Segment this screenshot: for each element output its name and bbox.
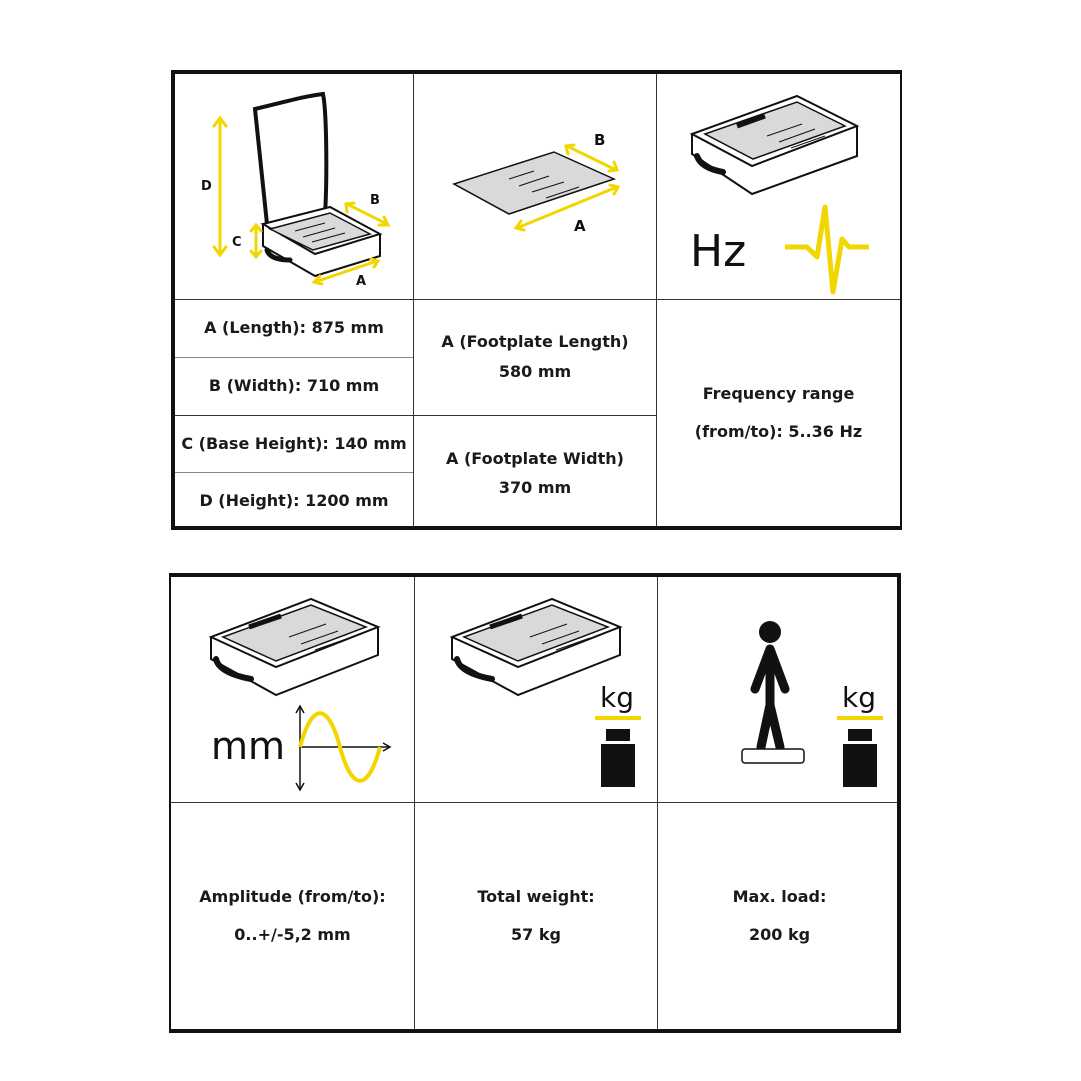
max-load-value: 200 kg [748, 925, 811, 944]
weight-icon-2 [843, 729, 877, 787]
letter-d: D [201, 179, 212, 194]
footplate-letter-b: B [594, 131, 606, 149]
row-divider-main [171, 802, 897, 803]
length-label: A (Length): 875 mm [204, 318, 384, 337]
letter-c: C [232, 235, 242, 250]
letter-b: B [370, 193, 380, 208]
width-label: B (Width): 710 mm [208, 376, 380, 395]
max-load-illustration [658, 577, 901, 802]
footplate-illustration [414, 74, 656, 299]
specs-table [169, 573, 901, 1033]
frequency-wave-icon [785, 207, 869, 292]
kg-label-2: kg [842, 681, 876, 714]
total-weight-value: 57 kg [511, 925, 561, 944]
base-height-label: C (Base Height): 140 mm [181, 434, 407, 453]
mm-label: mm [211, 724, 286, 768]
amplitude-value: 0..+/-5,2 mm [234, 925, 351, 944]
row-divider-sub-1 [175, 357, 413, 358]
amplitude-illustration [171, 577, 414, 802]
footplate-length-value: 580 mm [498, 362, 572, 381]
height-label: D (Height): 1200 mm [199, 491, 389, 510]
dimensions-table [171, 70, 902, 530]
footplate-letter-a: A [574, 217, 586, 235]
row-divider-sub-2 [175, 472, 413, 473]
kg-label-1: kg [600, 681, 634, 714]
person-icon [755, 621, 785, 747]
hz-label: Hz [690, 226, 747, 277]
max-load-label: Max. load: [732, 887, 827, 906]
frequency-range-value: (from/to): 5..36 Hz [694, 422, 863, 441]
footplate-width-value: 370 mm [498, 478, 572, 497]
row-divider-mid [175, 415, 657, 416]
total-weight-label: Total weight: [477, 887, 595, 906]
frequency-illustration [657, 74, 900, 299]
device-dimensions-illustration [175, 74, 413, 299]
frequency-range-label: Frequency range [702, 384, 855, 403]
row-divider-main [175, 299, 900, 300]
footplate-width-label: A (Footplate Width) [446, 449, 624, 468]
footplate-length-label: A (Footplate Length) [441, 332, 629, 351]
platform-icon [742, 749, 804, 763]
letter-a: A [356, 274, 367, 289]
total-weight-illustration [415, 577, 657, 802]
amplitude-label: Amplitude (from/to): [199, 887, 386, 906]
weight-icon [601, 729, 635, 787]
